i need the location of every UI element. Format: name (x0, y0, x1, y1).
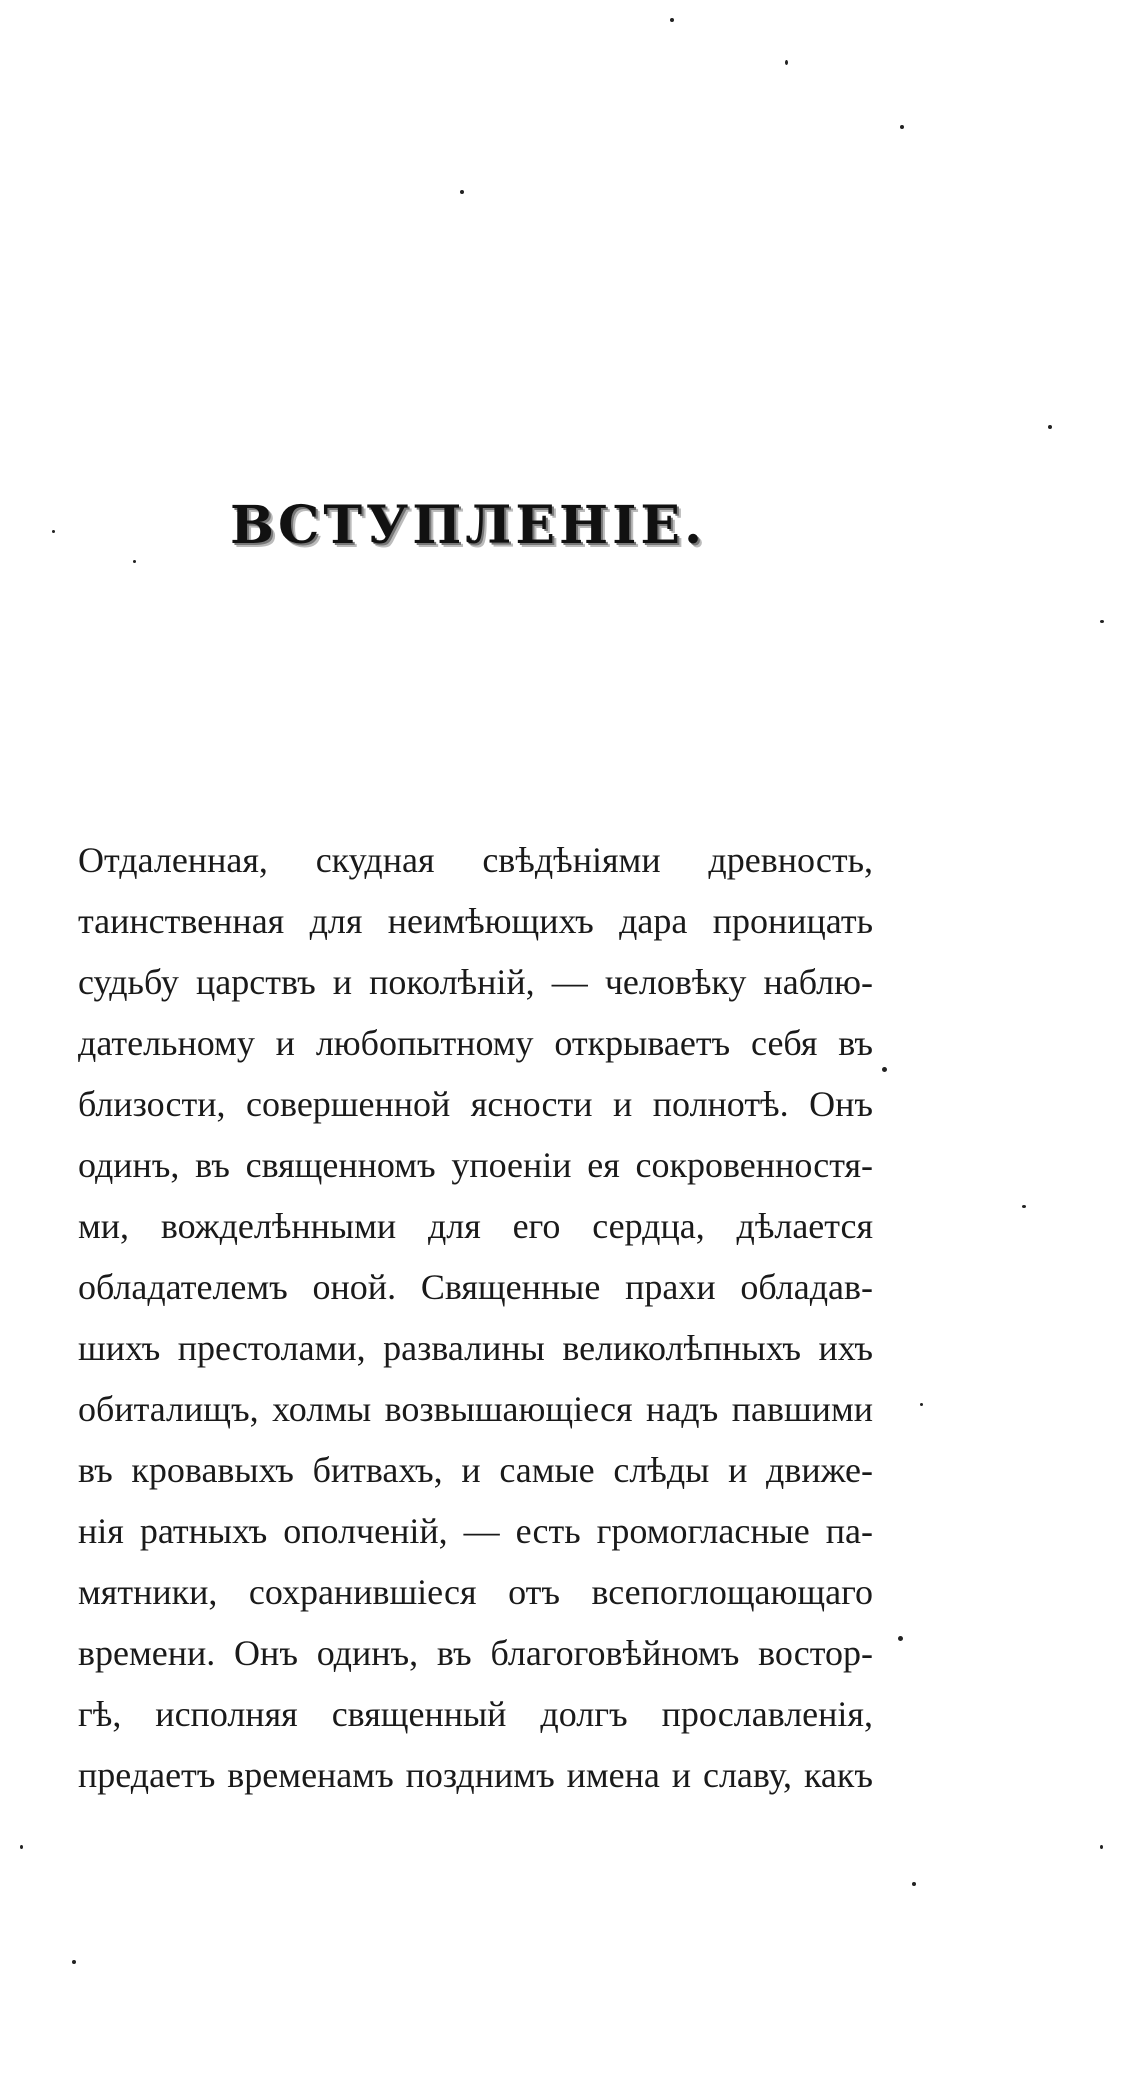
text-line: обладателемъ оной. Священные прахи обладав- (78, 1267, 873, 1307)
text-line: таинственная для неимѣющихъ дара проницать (78, 901, 873, 941)
text-line: нія ратныхъ ополченій, — есть громогласные па- (78, 1511, 873, 1551)
scan-speck (72, 1960, 76, 1964)
scan-speck (670, 18, 674, 22)
scan-speck (785, 60, 788, 65)
scan-speck (1022, 1205, 1026, 1208)
text-line: предаетъ временамъ позднимъ имена и славу, какъ (78, 1755, 873, 1795)
scan-speck (1100, 1845, 1103, 1849)
text-line: судьбу царствъ и поколѣній, — человѣку наблю- (78, 962, 873, 1002)
text-line: времени. Онъ одинъ, въ благоговѣйномъ востор- (78, 1633, 873, 1673)
text-line: Отдаленная, скудная свѣдѣніями древность, (78, 840, 873, 880)
scan-speck (1100, 620, 1104, 623)
scan-speck (912, 1882, 916, 1886)
text-line: обиталищъ, холмы возвышающіеся надъ павшими (78, 1389, 873, 1429)
scan-speck (898, 1636, 903, 1641)
text-line: одинъ, въ священномъ упоеніи ея сокровенностя- (78, 1145, 873, 1185)
text-line: дательному и любопытному открываетъ себя въ (78, 1023, 873, 1063)
scan-speck (900, 125, 904, 129)
chapter-heading: ВСТУПЛЕНІЕ. (230, 495, 707, 556)
scan-speck (882, 1067, 887, 1072)
scan-speck (1048, 425, 1052, 429)
text-line: ми, вожделѣнными для его сердца, дѣлается (78, 1206, 873, 1246)
scan-speck (920, 1403, 923, 1406)
text-line: гѣ, исполняя священный долгъ прославленія, (78, 1694, 873, 1734)
text-line: шихъ престолами, развалины великолѣпныхъ ихъ (78, 1328, 873, 1368)
scan-speck (133, 560, 136, 563)
scan-speck (20, 1845, 23, 1849)
body-text (78, 830, 873, 1806)
scan-speck (460, 190, 464, 194)
text-line: въ кровавыхъ битвахъ, и самые слѣды и движе- (78, 1450, 873, 1490)
scan-speck (52, 530, 55, 533)
text-line: мятники, сохранившіеся отъ всепоглощающаго (78, 1572, 873, 1612)
text-line: близости, совершенной ясности и полнотѣ. Онъ (78, 1084, 873, 1124)
